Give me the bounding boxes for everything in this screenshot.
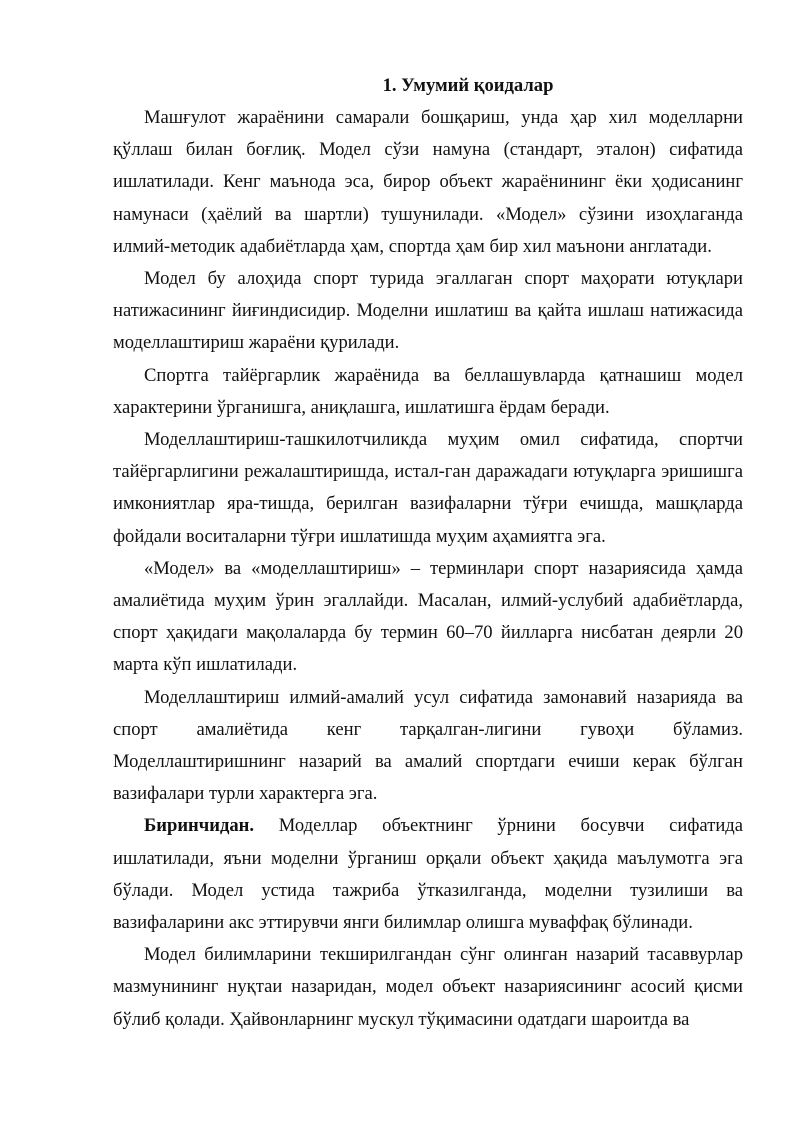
paragraph-modeling-factor: Моделлаштириш-ташкилотчиликда муҳим омил сифатида, спортчи тайёргарлигини режалаштиришда, истал-ган даражадаги ютуқларга эришишга имкониятлар яра-тишда, берилган вазифаларни тўғри ечишда, машқларда фойдали воситаларни тўғри ишлатишда муҳим аҳамиятга эга. [113,429,743,547]
first-point-lead: Биринчидан. [144,815,255,837]
paragraph-closing: Модел билимларини текширилгандан сўнг олинган назарий тасаввурлар мазмунининг нуқтаи назаридан, модел объект назариясининг асосий қисми бўлиб қолади. Ҳайвонларнинг мускул тўқимасини одатдаги шароитда ва [113,944,743,1030]
section-heading: 1. Умумий қоидалар [382,75,554,96]
paragraph-terminology: «Модел» ва «моделлаштириш» – терминлари спорт назариясида ҳамда амалиётида муҳим ўрин эгаллайди. Масалан, илмий-услубий адабиётларда, спорт ҳақидаги мақолаларда бу термин 60–70 йилларга нисбатан деярли 20 марта кўп ишлатилади. [113,557,743,676]
paragraph-model-definition: Модел бу алоҳида спорт турида эгаллаган спорт маҳорати ютуқлари натижасининг йиғиндисидир. Моделни ишлатиш ва қайта ишлаш натижасида моделлаштириш жараёни қурилади. [113,268,743,354]
paragraph-training-management: Машғулот жараёнини самарали бошқариш, унда ҳар хил моделларни қўллаш билан боғлиқ. Модел сўзи намуна (стандарт, эталон) сифатида ишлатилади. Кенг маънода эса, бирор объект жараёнининг ёки ҳодисанинг намунаси (ҳаёлий ва шартли) тушунилади. «Модел» сўзини изоҳлаганда илмий-методик адабиётларда ҳам, спортда ҳам бир хил маънони англатади. [113,107,743,257]
first-point-text: Моделлар объектнинг ўрнини босувчи сифатида ишлатилади, яъни моделни ўрганиш орқали объект ҳақида маълумотга эга бўлади. Модел устида тажриба ўтказилганда, моделни тузилиши ва вазифаларини акс эттирувчи янги билимлар олишга муваффақ бўлинади. [113,815,743,934]
document-page [113,70,743,1036]
paragraph-scientific-method: Моделлаштириш илмий-амалий усул сифатида замонавий назарияда ва спорт амалиётида кенг тарқалган-лигини гувоҳи бўламиз. Моделлаштиришнинг назарий ва амалий спортдаги ечиши керак бўлган вазифалари турли характерга эга. [113,686,743,805]
paragraph-preparation: Спортга тайёргарлик жараёнида ва беллашувларда қатнашиш модел характерини ўрганишга, аниқлашга, ишлатишга ёрдам беради. [113,364,743,418]
paragraph-first-point [113,810,743,939]
